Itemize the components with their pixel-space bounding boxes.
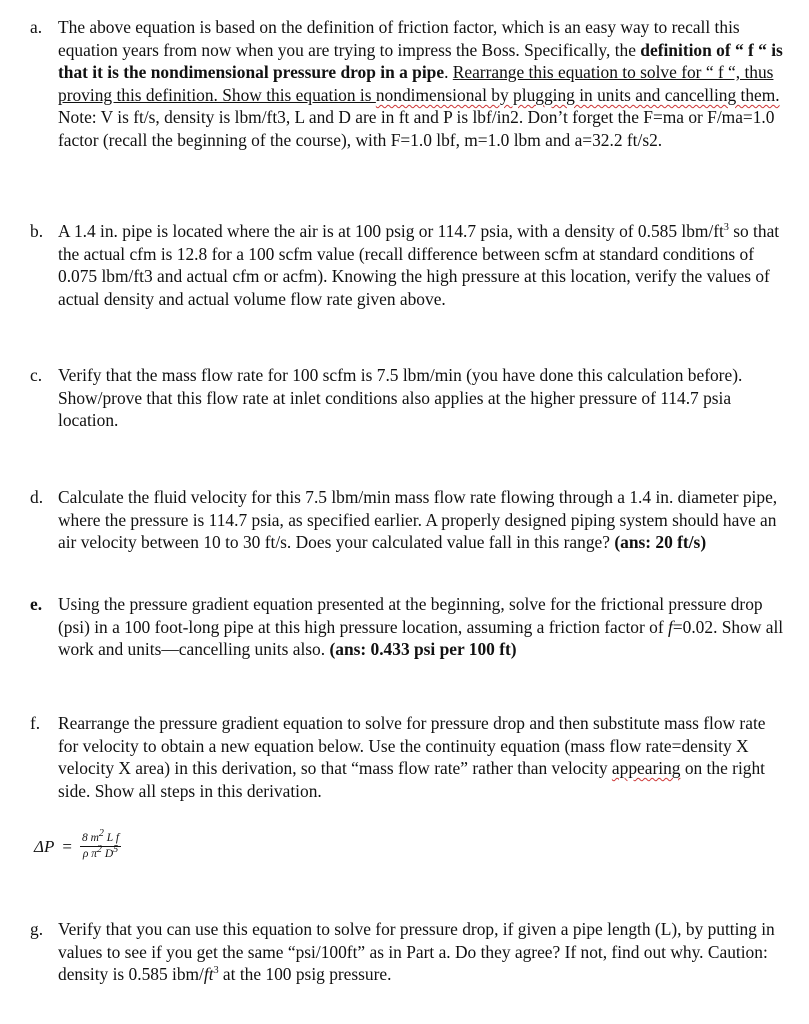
- text-segment: =0.02. Show all work and units—cancelling units also.: [58, 616, 784, 660]
- question-label: f.: [30, 713, 41, 733]
- question-d: [30, 486, 790, 554]
- underlined-instruction: Rearrange this equation to solve for “ f “, thus proving this definition. Show this equation is: [58, 62, 774, 105]
- exponent: 2: [96, 844, 102, 856]
- answer: (ans: 20 ft/s): [614, 532, 707, 553]
- text-segment: so that the actual cfm is 12.8 for a 100 scfm value (recall difference between scfm at standard conditions of 0.075 lbm/ft3 and actual cfm or acfm). Knowing the high pressure at this location, verify the values of actual density and actual volume flow rate given above.: [58, 221, 780, 309]
- text-segment: .: [444, 62, 453, 83]
- text-segment: Note: V is ft/s, density is lbm/ft3, L and D are in ft and P is lbf/in2. Don’t forget the F=ma or F/ma=1.0 factor (recall the beginning of the course), with F=1.0 lbf, m=1.0 lbm and a=32.2 ft/s2.: [58, 107, 775, 150]
- question-text: [58, 220, 790, 310]
- question-text: [58, 918, 790, 986]
- question-text: [58, 16, 790, 152]
- question-b: [30, 220, 790, 310]
- question-text: [58, 364, 790, 432]
- question-label: c.: [30, 365, 43, 385]
- italic-symbol: f: [667, 616, 673, 637]
- superscript: 3: [213, 965, 219, 977]
- text-segment: Verify that the mass flow rate for 100 scfm is 7.5 lbm/min (you have done this calculation before). Show/prove that this flow rate at inlet conditions also applies at the higher pressure of 114.7 psia location.: [58, 365, 743, 431]
- question-f: [30, 712, 790, 802]
- question-e: [30, 593, 790, 661]
- question-c: [30, 364, 790, 432]
- question-text: [58, 486, 790, 554]
- question-a: [30, 16, 790, 152]
- equals-sign: =: [62, 836, 72, 856]
- text-segment: A 1.4 in. pipe is located where the air is at 100 psig or 114.7 psia, with a density of 0.585 lbm/ft: [58, 221, 724, 241]
- text-segment: The above equation is based on the definition of friction factor, which is an easy way to recall this equation years from now when you are trying to impress the Boss. Specifically, the: [58, 17, 740, 60]
- text-segment: Using the pressure gradient equation presented at the beginning, solve for the frictional pressure drop (psi) in a 100 foot-long pipe at this high pressure location, assuming a friction factor of: [58, 594, 763, 637]
- bold-definition: definition of “ f “ is that it is the nondimensional pressure drop in a pipe: [58, 39, 783, 83]
- exponent: 5: [113, 844, 119, 856]
- spellcheck-underlined-word: appearing: [611, 758, 681, 779]
- pressure-drop-equation: [34, 828, 121, 861]
- equation-lhs: ΔP: [34, 836, 55, 856]
- text-segment: on the right side. Show all steps in this derivation.: [58, 758, 765, 801]
- underlined-instruction-wavy: nondimensional by plugging in units and cancelling them.: [375, 84, 780, 105]
- question-text: [58, 593, 790, 661]
- question-label: a.: [30, 17, 43, 37]
- superscript: 3: [723, 222, 729, 234]
- text-segment: Calculate the fluid velocity for this 7.5 lbm/min mass flow rate flowing through a 1.4 in. diameter pipe, where the pressure is 114.7 psia, as specified earlier. A properly designed piping system should have an air velocity between 10 to 30 ft/s. Does your calculated value fall in this range?: [58, 487, 778, 553]
- italic-unit: ft: [203, 964, 214, 985]
- equation-denominator: [82, 844, 119, 861]
- denominator-text: ρ π: [82, 848, 97, 860]
- text-segment: Verify that you can use this equation to solve for pressure drop, if given a pipe length (L), by putting in values to see if you get the same “psi/100ft” as in Part a. Do they agree? If not, find out why. Caution: density is 0.585 ibm/: [58, 919, 775, 985]
- question-g: [30, 918, 790, 986]
- text-segment: Rearrange the pressure gradient equation to solve for pressure drop and then substitute mass flow rate for velocity to obtain a new equation below. Use the continuity equation (mass flow rate=density X velocity X area) in this derivation, so that “mass flow rate” rather than velocity: [58, 713, 766, 779]
- question-text: [58, 712, 790, 802]
- question-label: e.: [30, 594, 43, 614]
- numerator-text: 8 m: [81, 832, 99, 844]
- question-label: d.: [30, 487, 44, 507]
- question-label: b.: [30, 221, 44, 241]
- numerator-text: L f: [103, 832, 120, 844]
- text-segment: at the 100 psig pressure.: [218, 964, 392, 985]
- question-label: g.: [30, 919, 44, 939]
- exponent: 2: [98, 828, 104, 840]
- equation-fraction: [80, 828, 121, 861]
- denominator-text: D: [101, 848, 114, 860]
- answer: (ans: 0.433 psi per 100 ft): [329, 639, 517, 660]
